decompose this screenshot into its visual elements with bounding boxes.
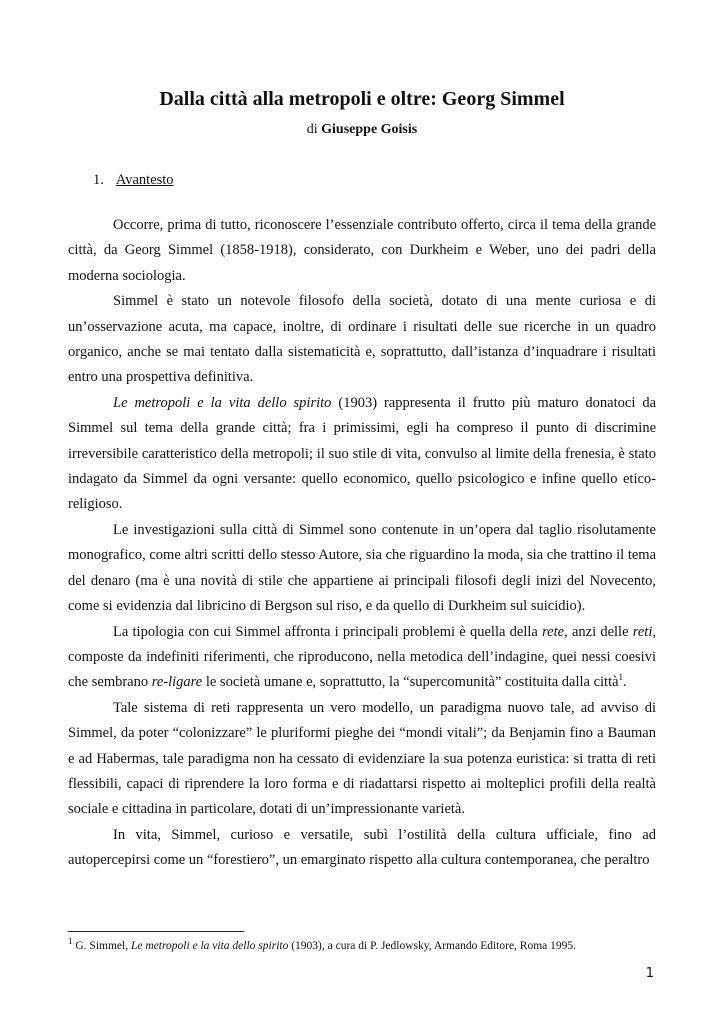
paragraph-5-text-a: La tipologia con cui Simmel affronta i principali problemi è quella della — [113, 623, 543, 640]
paragraph-5 — [68, 620, 656, 696]
paragraph-7: In vita, Simmel, curioso e versatile, subì l’ostilità della cultura ufficiale, fino ad autopercepirsi come un “forestiero”, un emarginato rispetto alla cultura contemporanea, che peraltro — [68, 826, 656, 869]
paragraph-6: Tale sistema di reti rappresenta un vero modello, un paradigma nuovo tale, ad avviso di Simmel, da poter “colonizzare” le pluriformi pieghe dei “mondi vitali”; da Benjamin fino a Bauman e ad Habermas, tale paradigma non ha cessato di evidenziare la sua potenza euristica: si tratta di reti flessibili, capaci di riprendere la loro forma e di riadattarsi rispetto ai molteplici profili della realtà sociale e cittadina in particolare, dotati di un’impressionante varietà. — [68, 699, 656, 818]
footnote-reference[interactable]: 1 — [618, 672, 624, 683]
section-number: 1. — [93, 172, 104, 188]
term-reti: reti — [632, 623, 653, 640]
author-name: Giuseppe Goisis — [321, 122, 418, 137]
footnote-prefix: G. Simmel, — [72, 940, 131, 952]
body-text — [68, 213, 656, 874]
paragraph-4: Le investigazioni sulla città di Simmel sono contenute in un’opera dal taglio risolutamente monografico, come altri scritti dello stesso Autore, sia che riguardino la moda, sia che trattino il tema del denaro (ma è una novità di stile che appartiene ai principali filosofi degli inizi del Novecento, come si evidenzia dal libricino di Bergson sul riso, e da quello di Durkheim sul suicidio). — [68, 521, 656, 615]
term-rete: rete — [542, 623, 565, 640]
section-label: Avantesto — [115, 172, 174, 188]
paragraph-5-text-c: , composte da indefiniti riferimenti, che riproducono, nella metodica dell’indagine, quei nessi coesivi che sembrano — [68, 623, 656, 691]
paragraph-1: Occorre, prima di tutto, riconoscere l’essenziale contributo offerto, circa il tema della grande città, da Georg Simmel (1858-1918), considerato, con Durkheim e Weber, uno dei padri della moderna sociologia. — [68, 217, 656, 284]
paragraph-5-text-e: . — [623, 674, 627, 691]
footnote-separator — [68, 931, 244, 932]
section-heading — [93, 171, 174, 189]
page-number: 1 — [645, 966, 654, 981]
work-title-italic: Le metropoli e la vita dello spirito — [113, 394, 332, 411]
footnote — [68, 936, 668, 954]
paragraph-3-text: (1903) rappresenta il frutto più maturo donatoci da Simmel sul tema della grande città; fra i primissimi, egli ha compreso il punto di discrimine irreversibile caratteristico della metropoli; il suo stile di vita, convulso al limite della frenesia, è stato indagato da Simmel da ogni versante: quello economico, quello psicologico e infine quello etico-religioso. — [68, 394, 657, 513]
byline — [0, 121, 724, 139]
paragraph-5-text-b: , anzi delle — [564, 623, 633, 640]
paragraph-5-text-d: le società umane e, soprattutto, la “supercomunità” costituita dalla città — [202, 674, 619, 691]
paragraph-2: Simmel è stato un notevole filosofo della società, dotato di una mente curiosa e di un’osservazione acuta, ma capace, inoltre, di ordinare i risultati delle sue ricerche in un quadro organico, anche se mai tentato dalla sistematicità e, soprattutto, dall’istanza d’inquadrare i risultati entro una prospettiva definitiva. — [68, 293, 656, 386]
document-title: Dalla città alla metropoli e oltre: Georg Simmel — [159, 88, 565, 110]
term-re-ligare: re-ligare — [151, 674, 203, 691]
footnote-work-title: Le metropoli e la vita dello spirito — [130, 940, 289, 952]
paragraph-3 — [68, 391, 656, 518]
footnote-citation: (1903), a cura di P. Jedlowsky, Armando Editore, Roma 1995. — [288, 940, 577, 952]
footnote-marker: 1 — [68, 936, 73, 947]
byline-prefix: di — [306, 122, 318, 137]
